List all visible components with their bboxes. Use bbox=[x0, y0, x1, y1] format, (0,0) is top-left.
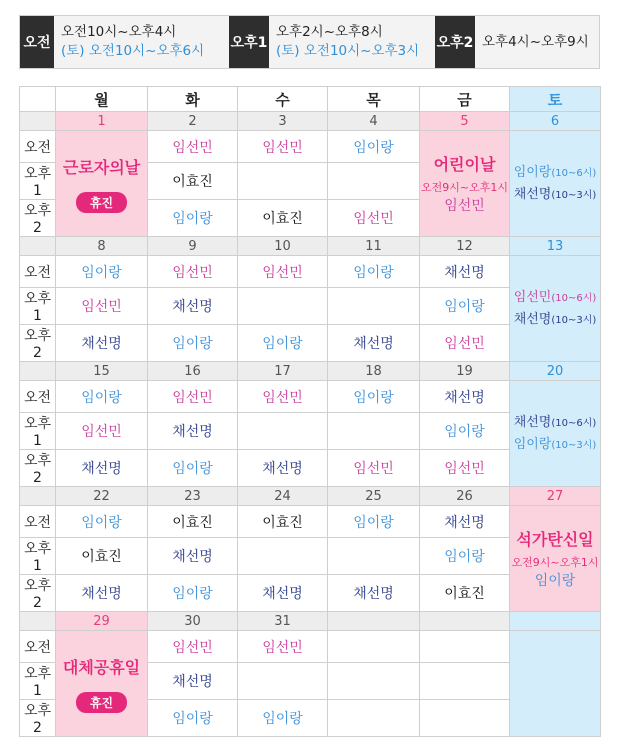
date-row bbox=[20, 362, 601, 381]
date-cell: 2 bbox=[148, 112, 238, 131]
staff-cell bbox=[328, 663, 420, 700]
staff-cell: 임선민 bbox=[238, 256, 328, 288]
slot-label: 오전 bbox=[20, 256, 56, 288]
staff-cell: 임선민 bbox=[238, 131, 328, 163]
staff-cell: 채선명 bbox=[56, 450, 148, 487]
staff-name: 임선민 bbox=[513, 289, 552, 305]
holiday-cell bbox=[56, 631, 148, 737]
staff-cell: 임이랑 bbox=[56, 381, 148, 413]
legend-afternoon1 bbox=[229, 16, 435, 68]
staff-cell: 임선민 bbox=[148, 381, 238, 413]
staff-cell bbox=[238, 663, 328, 700]
slot-label: 오전 bbox=[20, 631, 56, 663]
date-cell: 13 bbox=[510, 237, 601, 256]
staff-cell: 채선명 bbox=[56, 575, 148, 612]
slot-row bbox=[20, 506, 601, 538]
weekday-mon: 월 bbox=[56, 87, 148, 112]
legend-afternoon2 bbox=[435, 16, 599, 68]
saturday-cell bbox=[510, 381, 601, 487]
legend-morning bbox=[20, 16, 229, 68]
holiday-name: 근로자의날 bbox=[62, 157, 141, 177]
staff-cell: 임선민 bbox=[328, 200, 420, 237]
staff-hours: (10~3시) bbox=[551, 439, 597, 451]
staff-cell: 임이랑 bbox=[148, 575, 238, 612]
slot-label: 오후1 bbox=[20, 163, 56, 200]
date-cell: 30 bbox=[148, 612, 238, 631]
date-row bbox=[20, 612, 601, 631]
staff-cell: 채선명 bbox=[148, 413, 238, 450]
date-cell: 12 bbox=[420, 237, 510, 256]
slot-label: 오후2 bbox=[20, 200, 56, 237]
staff-cell: 임이랑 bbox=[148, 700, 238, 737]
staff-cell: 임이랑 bbox=[420, 413, 510, 450]
slot-label: 오후2 bbox=[20, 575, 56, 612]
slot-label: 오후1 bbox=[20, 288, 56, 325]
staff-cell: 채선명 bbox=[420, 256, 510, 288]
date-cell: 11 bbox=[328, 237, 420, 256]
date-row bbox=[20, 112, 601, 131]
staff-cell: 임선민 bbox=[238, 631, 328, 663]
staff-cell: 임선민 bbox=[148, 131, 238, 163]
closed-badge: 휴진 bbox=[76, 692, 127, 713]
staff-cell bbox=[238, 538, 328, 575]
date-cell: 20 bbox=[510, 362, 601, 381]
date-cell: 10 bbox=[238, 237, 328, 256]
staff-cell: 채선명 bbox=[420, 506, 510, 538]
schedule-calendar bbox=[19, 86, 601, 737]
staff-cell: 임선민 bbox=[56, 413, 148, 450]
saturday-cell bbox=[510, 131, 601, 237]
staff-cell: 임선민 bbox=[148, 256, 238, 288]
date-cell: 31 bbox=[238, 612, 328, 631]
legend-label: 오후2 bbox=[435, 16, 475, 68]
staff-hours: (10~6시) bbox=[551, 292, 597, 304]
slot-row bbox=[20, 131, 601, 163]
date-cell: 1 bbox=[56, 112, 148, 131]
staff-cell: 이효진 bbox=[420, 575, 510, 612]
date-cell: 8 bbox=[56, 237, 148, 256]
date-cell bbox=[328, 612, 420, 631]
holiday-name: 석가탄신일 bbox=[516, 530, 594, 549]
corner-cell bbox=[20, 87, 56, 112]
staff-cell: 채선명 bbox=[328, 325, 420, 362]
staff-cell: 이효진 bbox=[148, 506, 238, 538]
date-cell bbox=[420, 612, 510, 631]
staff-name: 채선명 bbox=[513, 311, 552, 327]
legend-hours: 오후4시~오후9시 bbox=[482, 33, 589, 50]
staff-cell: 채선명 bbox=[56, 325, 148, 362]
staff-cell: 임선민 bbox=[328, 450, 420, 487]
saturday-cell bbox=[510, 631, 601, 737]
date-cell: 5 bbox=[420, 112, 510, 131]
staff-cell: 임이랑 bbox=[238, 700, 328, 737]
staff-cell: 임이랑 bbox=[328, 131, 420, 163]
staff-cell: 임이랑 bbox=[56, 256, 148, 288]
staff-cell: 채선명 bbox=[238, 450, 328, 487]
staff-cell: 채선명 bbox=[148, 538, 238, 575]
slot-label: 오후1 bbox=[20, 663, 56, 700]
staff-cell: 이효진 bbox=[148, 163, 238, 200]
date-cell: 22 bbox=[56, 487, 148, 506]
staff-name: 임이랑 bbox=[513, 164, 552, 180]
date-cell: 24 bbox=[238, 487, 328, 506]
staff-cell: 임이랑 bbox=[420, 538, 510, 575]
date-cell: 3 bbox=[238, 112, 328, 131]
date-cell: 27 bbox=[510, 487, 601, 506]
staff-cell: 이효진 bbox=[238, 506, 328, 538]
legend-saturday-hours: (토) 오전10시~오후3시 bbox=[276, 43, 420, 59]
staff-cell bbox=[328, 700, 420, 737]
slot-label: 오후1 bbox=[20, 538, 56, 575]
staff-cell: 이효진 bbox=[56, 538, 148, 575]
date-cell: 6 bbox=[510, 112, 601, 131]
slot-row bbox=[20, 631, 601, 663]
legend-label: 오후1 bbox=[229, 16, 269, 68]
staff-cell: 임이랑 bbox=[420, 288, 510, 325]
date-cell bbox=[510, 612, 601, 631]
staff-cell: 임이랑 bbox=[148, 450, 238, 487]
holiday-cell bbox=[510, 506, 601, 612]
staff-cell bbox=[328, 163, 420, 200]
date-cell: 17 bbox=[238, 362, 328, 381]
holiday-cell bbox=[56, 131, 148, 237]
staff-cell: 임이랑 bbox=[148, 325, 238, 362]
staff-cell: 채선명 bbox=[420, 381, 510, 413]
staff-cell: 임이랑 bbox=[328, 381, 420, 413]
staff-cell bbox=[238, 288, 328, 325]
date-cell: 19 bbox=[420, 362, 510, 381]
staff-hours: (10~6시) bbox=[551, 417, 597, 429]
staff-cell: 이효진 bbox=[238, 200, 328, 237]
staff-cell: 임이랑 bbox=[328, 256, 420, 288]
slot-row bbox=[20, 256, 601, 288]
holiday-staff: 임선민 bbox=[444, 198, 485, 214]
weekday-sat: 토 bbox=[510, 87, 601, 112]
staff-cell: 채선명 bbox=[148, 663, 238, 700]
closed-badge: 휴진 bbox=[76, 192, 127, 213]
slot-label: 오후2 bbox=[20, 700, 56, 737]
weekday-wed: 수 bbox=[238, 87, 328, 112]
staff-cell: 임선민 bbox=[420, 450, 510, 487]
staff-cell: 채선명 bbox=[238, 575, 328, 612]
weekday-fri: 금 bbox=[420, 87, 510, 112]
date-cell: 18 bbox=[328, 362, 420, 381]
slot-label: 오전 bbox=[20, 506, 56, 538]
legend-hours: 오전10시~오후4시 bbox=[61, 24, 177, 40]
staff-cell: 임선민 bbox=[238, 381, 328, 413]
saturday-cell bbox=[510, 256, 601, 362]
holiday-staff: 임이랑 bbox=[534, 573, 576, 589]
date-cell: 9 bbox=[148, 237, 238, 256]
slot-label: 오후1 bbox=[20, 413, 56, 450]
staff-cell: 임이랑 bbox=[148, 200, 238, 237]
staff-hours: (10~3시) bbox=[551, 189, 597, 201]
staff-cell: 임이랑 bbox=[238, 325, 328, 362]
holiday-hours: 오전9시~오후1시 bbox=[421, 181, 508, 194]
holiday-hours: 오전9시~오후1시 bbox=[511, 556, 599, 569]
weekday-thu: 목 bbox=[328, 87, 420, 112]
staff-cell bbox=[328, 288, 420, 325]
staff-cell bbox=[420, 663, 510, 700]
holiday-cell bbox=[420, 131, 510, 237]
staff-cell bbox=[328, 413, 420, 450]
weekday-header bbox=[20, 87, 601, 112]
staff-cell: 채선명 bbox=[328, 575, 420, 612]
staff-cell bbox=[238, 413, 328, 450]
staff-cell: 임선민 bbox=[420, 325, 510, 362]
holiday-name: 대체공휴일 bbox=[62, 657, 141, 677]
date-cell: 16 bbox=[148, 362, 238, 381]
date-cell: 23 bbox=[148, 487, 238, 506]
staff-cell: 임선민 bbox=[148, 631, 238, 663]
staff-cell bbox=[420, 631, 510, 663]
slot-label: 오전 bbox=[20, 131, 56, 163]
staff-cell bbox=[420, 700, 510, 737]
slot-row bbox=[20, 381, 601, 413]
staff-cell: 임선민 bbox=[56, 288, 148, 325]
staff-name: 임이랑 bbox=[513, 436, 552, 452]
date-row bbox=[20, 237, 601, 256]
slot-label: 오후2 bbox=[20, 450, 56, 487]
legend-label: 오전 bbox=[20, 16, 54, 68]
legend-saturday-hours: (토) 오전10시~오후6시 bbox=[61, 43, 205, 59]
staff-hours: (10~6시) bbox=[551, 167, 597, 179]
staff-hours: (10~3시) bbox=[551, 314, 597, 326]
staff-cell bbox=[238, 163, 328, 200]
date-cell: 15 bbox=[56, 362, 148, 381]
staff-cell bbox=[328, 538, 420, 575]
date-cell: 26 bbox=[420, 487, 510, 506]
staff-cell: 임이랑 bbox=[328, 506, 420, 538]
holiday-name: 어린이날 bbox=[433, 155, 496, 174]
date-cell: 25 bbox=[328, 487, 420, 506]
staff-cell: 임이랑 bbox=[56, 506, 148, 538]
date-cell: 29 bbox=[56, 612, 148, 631]
slot-label: 오전 bbox=[20, 381, 56, 413]
date-row bbox=[20, 487, 601, 506]
legend-hours: 오후2시~오후8시 bbox=[276, 24, 383, 40]
staff-cell bbox=[328, 631, 420, 663]
shift-legend bbox=[19, 15, 600, 69]
staff-cell: 채선명 bbox=[148, 288, 238, 325]
staff-name: 채선명 bbox=[513, 186, 552, 202]
slot-label: 오후2 bbox=[20, 325, 56, 362]
weekday-tue: 화 bbox=[148, 87, 238, 112]
staff-name: 채선명 bbox=[513, 414, 552, 430]
date-cell: 4 bbox=[328, 112, 420, 131]
